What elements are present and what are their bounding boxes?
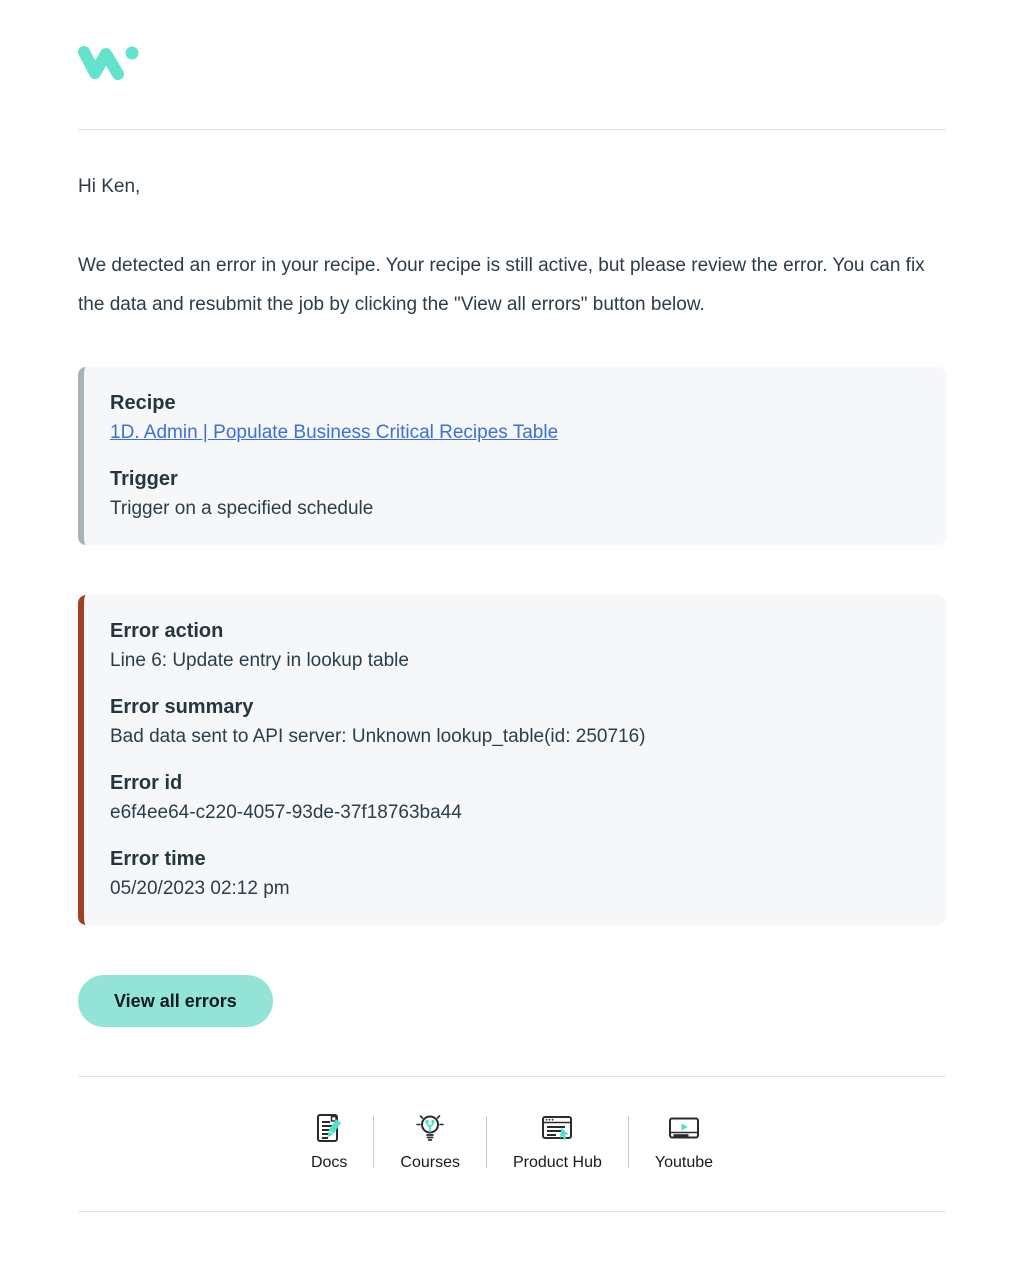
footer-label-youtube: Youtube xyxy=(654,1154,714,1171)
error-time-label: Error time xyxy=(110,848,206,870)
error-id-field xyxy=(110,770,918,826)
footer-link-docs[interactable] xyxy=(311,1111,347,1173)
intro-paragraph: We detected an error in your recipe. Your recipe is still active, but please review the error. You can fix the data and resubmit the job by clicking the "View all errors" button below. xyxy=(78,255,925,315)
error-summary-value: Bad data sent to API server: Unknown lookup_table(id: 250716) xyxy=(110,726,646,747)
footer-label-product-hub: Product Hub xyxy=(512,1154,602,1171)
error-time-field xyxy=(110,846,918,902)
recipe-field xyxy=(110,390,918,446)
trigger-value: Trigger on a specified schedule xyxy=(110,498,374,519)
footer-link-product-hub[interactable] xyxy=(513,1111,602,1173)
footer-separator xyxy=(373,1116,374,1168)
recipe-card xyxy=(78,367,946,545)
error-action-value: Line 6: Update entry in lookup table xyxy=(110,650,409,671)
email-header xyxy=(78,0,946,81)
workato-logo-icon xyxy=(78,45,946,81)
docs-icon xyxy=(311,1111,347,1147)
footer-link-courses[interactable] xyxy=(400,1111,460,1173)
footer-separator xyxy=(628,1116,629,1168)
bottom-divider xyxy=(78,1211,946,1212)
youtube-icon xyxy=(666,1111,702,1147)
error-summary-field xyxy=(110,694,918,750)
error-id-label: Error id xyxy=(110,772,183,794)
courses-icon xyxy=(412,1111,448,1147)
footer-link-youtube[interactable] xyxy=(655,1111,713,1173)
footer-label-docs: Docs xyxy=(310,1154,348,1171)
footer-label-courses: Courses xyxy=(400,1154,460,1171)
error-card xyxy=(78,595,946,925)
greeting-text: Hi Ken, xyxy=(78,176,141,197)
trigger-label: Trigger xyxy=(110,468,178,490)
error-id-value: e6f4ee64-c220-4057-93de-37f18763ba44 xyxy=(110,802,462,823)
product-hub-icon xyxy=(539,1111,575,1147)
recipe-link[interactable]: 1D. Admin | Populate Business Critical Recipes Table xyxy=(110,422,559,443)
trigger-field xyxy=(110,466,918,522)
footer-separator xyxy=(486,1116,487,1168)
top-divider xyxy=(78,129,946,130)
error-action-label: Error action xyxy=(110,620,224,642)
footer-nav xyxy=(78,1111,946,1173)
footer-top-divider xyxy=(78,1076,946,1077)
view-all-errors-button[interactable]: View all errors xyxy=(78,975,273,1027)
recipe-label: Recipe xyxy=(110,392,176,414)
error-time-value: 05/20/2023 02:12 pm xyxy=(110,878,290,899)
error-action-field xyxy=(110,618,918,674)
error-summary-label: Error summary xyxy=(110,696,254,718)
